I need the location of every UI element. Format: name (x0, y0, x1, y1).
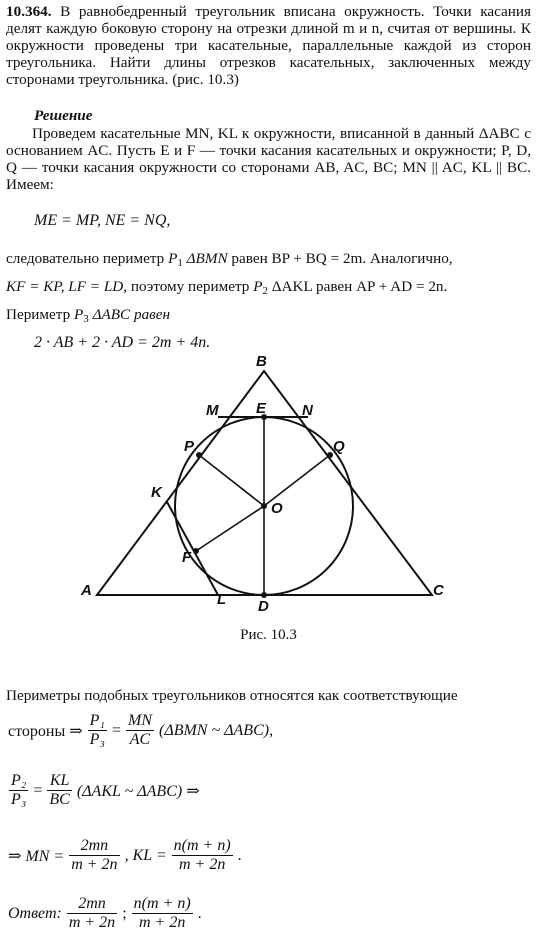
fraction-kl-value (172, 837, 233, 874)
fraction-num: P₂ (11, 772, 27, 789)
label-d: D (258, 598, 269, 615)
point-o (261, 503, 267, 509)
fraction-p1-p3 (88, 712, 107, 749)
fraction-mn-value (69, 837, 119, 874)
fraction-den: m + 2n (71, 856, 118, 873)
figure-caption: Рис. 10.3 (240, 627, 297, 643)
label-e: E (256, 400, 267, 417)
equation-perimeter: 2 · AB + 2 · AD = 2m + 4n. (34, 334, 211, 351)
answer-end: . (197, 904, 202, 922)
p1-subscript: 1 (177, 257, 183, 269)
label-q: Q (333, 438, 345, 455)
radius-of (196, 506, 264, 551)
fraction-den: AC (129, 731, 151, 748)
fraction-p2-p3 (9, 772, 28, 809)
p1-triangle: ΔBMN (186, 250, 228, 267)
label-n: N (302, 402, 313, 419)
fraction-den: m + 2n (68, 914, 116, 931)
fraction-num: n(m + n) (173, 837, 231, 854)
label-k: K (151, 484, 162, 501)
solution-intro: Проведем касательные MN, KL к окружности, вписанной в данный ΔABC с основанием AC. Пусть E и F — точки касания касательных и окружности; P, D, Q — точки касания окружности со сторонами AB, AC, BC; MN || AC, KL || BC. Имеем: (6, 125, 531, 193)
label-m: M (206, 402, 219, 419)
answer-fraction-2 (132, 895, 193, 932)
radius-oq (264, 455, 330, 506)
fraction-kl-bc (47, 772, 71, 809)
label-f: F (182, 549, 192, 566)
fraction-den: P₃ (89, 731, 105, 748)
p1-text: следовательно периметр (6, 250, 165, 267)
p2-symbol: P (253, 278, 263, 295)
point-p (196, 452, 202, 458)
fraction-den: m + 2n (138, 914, 186, 931)
answer-fraction-1 (67, 895, 117, 932)
fraction-num: 2mn (67, 895, 117, 914)
fraction-num: MN (127, 712, 152, 729)
similar-triangles-text: Периметры подобных треугольников относятся как соответствующие (6, 687, 458, 704)
eq-a-prefix: стороны ⇒ (8, 722, 83, 740)
problem-statement (6, 3, 531, 88)
fraction-num: P₁ (89, 712, 105, 729)
perimeter-p1-line (6, 250, 453, 272)
p3-text: Периметр (6, 306, 71, 323)
answer-line (6, 895, 204, 932)
radius-op (199, 455, 264, 506)
label-l: L (217, 591, 227, 608)
point-f (193, 548, 199, 554)
equation-ratio-kl: $\frac{\text{P₂}}{\text{P₃}}$ = $\frac{KL}{BC}$ (ΔAKL ~ ΔABC) ⇒ (11, 772, 200, 808)
fraction-den: P₃ (11, 791, 27, 808)
kf-equation: KF = KP, LF = LD, (6, 278, 128, 295)
p2-rest: ΔAKL равен AP + AD = 2n. (271, 278, 448, 295)
fraction-den: BC (49, 791, 70, 808)
problem-number: 10.364. (6, 3, 52, 20)
fraction-num: 2mn (69, 837, 119, 856)
p1-rest: равен BP + BQ = 2m. Аналогично, (231, 250, 453, 267)
kf-kp-line (6, 278, 447, 300)
equation-mn-kl-result (6, 837, 244, 874)
p3-rest: ΔABC равен (92, 306, 171, 323)
fraction-num: n(m + n) (133, 895, 191, 912)
figure-10-3 (0, 355, 537, 625)
label-p: P (184, 438, 195, 455)
fraction-num: KL (47, 772, 71, 791)
eq-a-note: (ΔBMN ~ ΔABC), (158, 721, 274, 739)
label-c: C (433, 582, 444, 599)
eq-c-prefix: ⇒ MN = (8, 847, 65, 865)
eq-c-mid: , KL = (124, 846, 167, 864)
answer-label: Ответ: (8, 904, 62, 922)
eq-c-end: . (237, 846, 242, 864)
answer-sep: ; (122, 904, 127, 922)
label-b: B (256, 355, 267, 370)
fraction-den: m + 2n (178, 856, 226, 873)
equation-ratio-mn: стороны ⇒ $\frac{\text{P₁}}{\text{P₃}}$ = $\frac{MN}{AC}$ (ΔBMN ~ ΔABC), (8, 712, 274, 748)
equation-me-mp: ME = MP, NE = NQ, (34, 212, 171, 229)
label-a: A (81, 582, 92, 599)
p3-subscript: 3 (83, 313, 89, 325)
tangent-kl (167, 502, 218, 595)
fraction-mn-ac (126, 712, 154, 749)
eq-b-note: (ΔAKL ~ ΔABC) ⇒ (76, 782, 200, 800)
kf-text: поэтому периметр (130, 278, 250, 295)
label-o: O (271, 500, 283, 517)
problem-text: В равнобедренный треугольник вписана окружность. Точки касания делят каждую боковую сторону на отрезки длиной m и n, считая от вершины. К окружности проведены три касательные, параллельные каждой из сторон треугольника. Найти длины отрезков касательных, заключенных между сторонами треугольника. (рис. 10.3) (6, 3, 531, 88)
p1-symbol: P (168, 250, 178, 267)
solution-heading: Решение (34, 107, 93, 124)
p2-subscript: 2 (262, 285, 268, 297)
p3-symbol: P (74, 306, 84, 323)
perimeter-p3-line (6, 306, 170, 328)
